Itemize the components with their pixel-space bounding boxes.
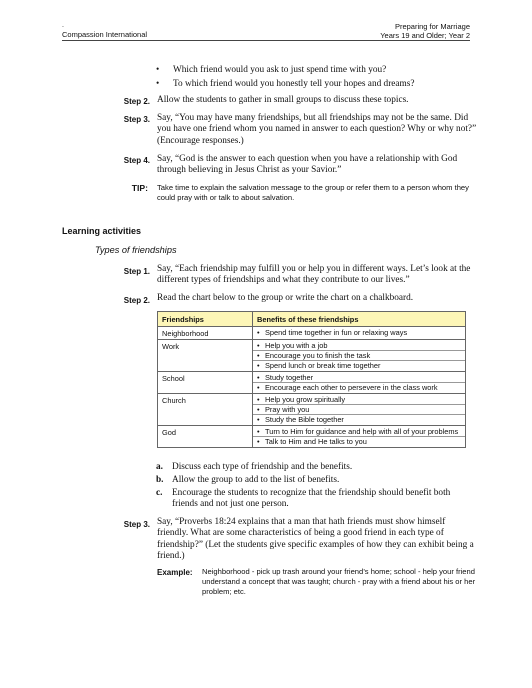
friendship-name: School [158,372,253,394]
benefit-item: • Spend lunch or break time together [253,360,465,370]
step-text: Say, “Each friendship may fulfill you or help you in different ways. Let’s look at the different types of friendships and what they contribute to our lives.” [157,264,471,286]
benefits-cell [253,394,466,426]
bullet-icon: • [156,79,160,89]
section-title: Learning activities [62,226,142,236]
benefit-item: • Help you with a job [257,341,328,350]
benefits-cell [253,426,466,448]
example-label: Example: [157,568,193,577]
step-text: Say, “God is the answer to each question when you have a relationship with God through believing in Jesus Christ as your Savior.” [157,154,458,176]
list-label: a. [156,462,163,472]
bullet-item: • To which friend would you honestly tell your hopes and dreams? [156,79,415,89]
friendships-table [157,311,466,448]
step-label: Step 4. [123,156,150,165]
header-title: Preparing for Marriage [394,22,470,31]
table-row [158,327,466,340]
header-org: Compassion International [62,30,148,39]
friendship-name: Work [158,340,253,372]
benefit-item: • Encourage each other to persevere in the class work [253,382,465,392]
benefit-item: • Study together [257,373,314,382]
table-header-benefits: Benefits of these friendships [253,312,466,327]
table-row [158,426,466,448]
benefits-cell [253,327,466,340]
table-row [158,394,466,426]
step-text: Say, “Proverbs 18:24 explains that a man that hath friends must show himself friendly. What are some characteristics of being a good friend in each type of friendship?” (Let the students give specific examples of how they can exhibit being a friend.) [157,517,474,562]
list-item: a. Discuss each type of friendship and the benefits. [156,462,353,472]
benefit-item: • Turn to Him for guidance and help with all of your problems [257,427,459,436]
subsection-title: Types of friendships [95,245,177,255]
benefits-cell [253,340,466,372]
step-text: Read the chart below to the group or write the chart on a chalkboard. [157,293,414,303]
friendship-name: God [158,426,253,448]
header-rule [62,40,470,41]
table-row [158,372,466,394]
tip-text: Take time to explain the salvation message to the group or refer them to a person whom they could pray with or talk to about salvation. [157,183,469,202]
step-text: Say, “You may have many friendships, but all friendships may not be the same. Did you have one friend whom you named in answer to each question? Why or why not?” (Encourage responses.) [157,113,477,146]
bullet-item: • Which friend would you ask to just spend time with you? [156,65,387,75]
friendship-name: Neighborhood [158,327,253,340]
benefit-item: • Spend time together in fun or relaxing ways [257,328,408,337]
table-row [158,340,466,372]
benefits-cell [253,372,466,394]
tip-label: TIP: [131,183,148,193]
table-header-row [158,312,466,327]
friendship-name: Church [158,394,253,426]
step-label: Step 3. [123,520,150,529]
step-label: Step 2. [123,97,150,106]
list-item: c. Encourage the students to recognize that the friendship should benefit both friends and not just one person. [156,488,451,510]
header-dot: . [62,22,64,29]
example-text: Neighborhood - pick up trash around your friend’s home; school - help your friend understand a concept that was taught; church - pray with a friend about his or her problem; etc. [202,567,476,596]
benefit-item: • Encourage you to finish the task [253,350,465,360]
step-label: Step 2. [123,296,150,305]
benefit-item: • Study the Bible together [253,414,465,424]
step-text: Allow the students to gather in small groups to discuss these topics. [157,95,409,105]
step-label: Step 3. [123,115,150,124]
benefit-item: • Help you grow spiritually [257,395,346,404]
benefit-item: • Pray with you [253,404,465,414]
bullet-icon: • [156,65,160,75]
header-subtitle: Years 19 and Older; Year 2 [380,31,470,40]
benefit-item: • Talk to Him and He talks to you [253,436,465,446]
list-item: b. Allow the group to add to the list of benefits. [156,475,340,485]
header-title-block [380,22,470,40]
table-header-friendships: Friendships [158,312,253,327]
step-label: Step 1. [123,267,150,276]
list-label: c. [156,488,163,498]
list-label: b. [156,475,164,485]
